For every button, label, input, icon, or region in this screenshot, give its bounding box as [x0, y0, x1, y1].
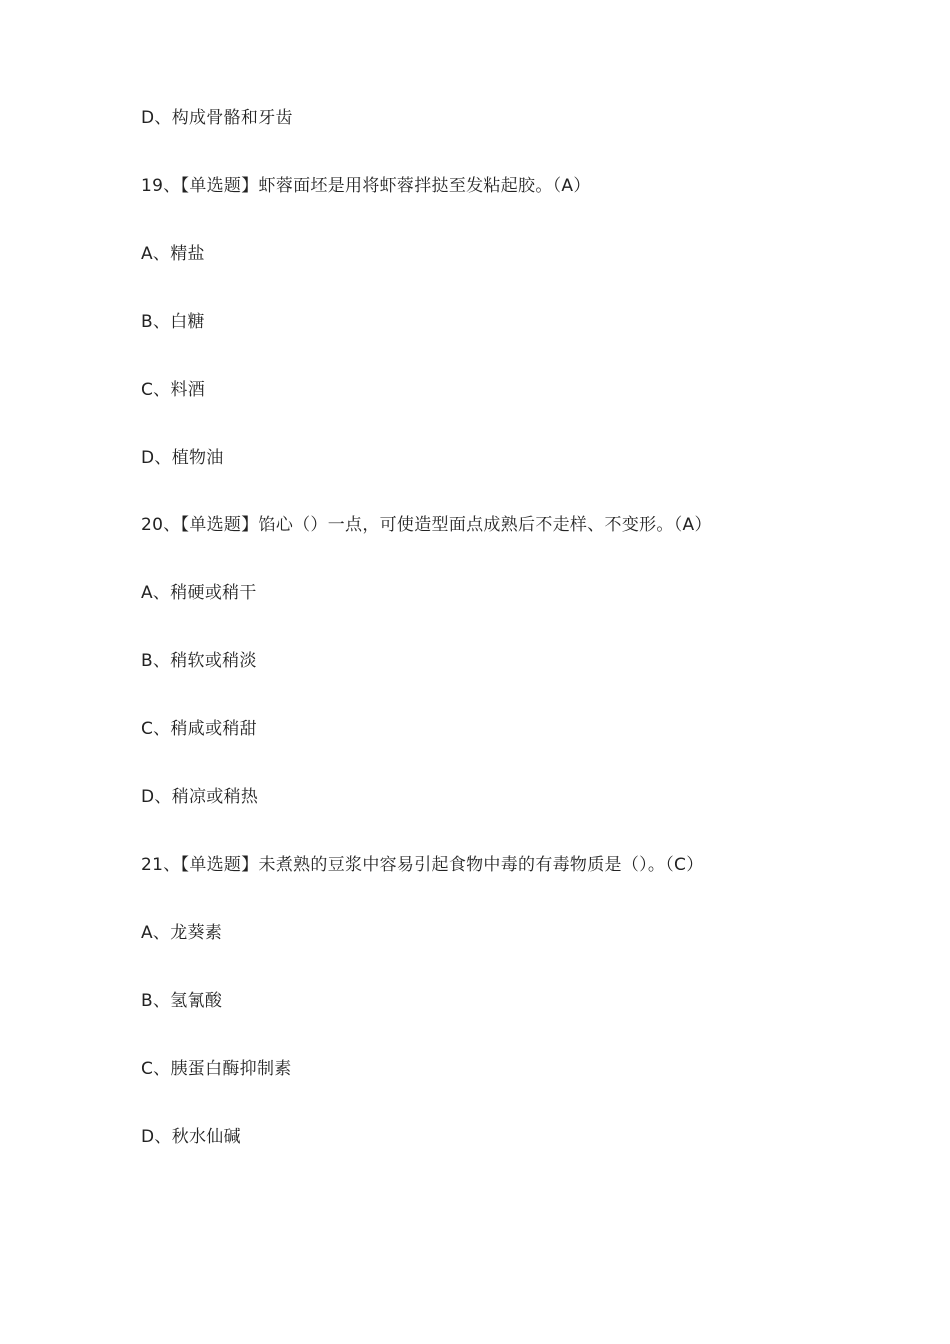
option-d-q21: D、秋水仙碱 — [141, 1127, 241, 1147]
option-d-q19: D、植物油 — [141, 448, 224, 468]
option-c-q19: C、料酒 — [141, 380, 206, 400]
option-d-q20: D、稍凉或稍热 — [141, 787, 259, 807]
option-b-q21: B、氢氰酸 — [141, 991, 223, 1011]
question-21: 21、【单选题】未煮熟的豆浆中容易引起食物中毒的有毒物质是（）。（C） — [141, 855, 704, 875]
option-d-q18: D、构成骨骼和牙齿 — [141, 108, 293, 128]
option-a-q20: A、稍硬或稍干 — [141, 583, 257, 603]
option-a-q21: A、龙葵素 — [141, 923, 223, 943]
option-b-q20: B、稍软或稍淡 — [141, 651, 257, 671]
option-c-q21: C、胰蛋白酶抑制素 — [141, 1059, 292, 1079]
option-c-q20: C、稍咸或稍甜 — [141, 719, 257, 739]
option-b-q19: B、白糖 — [141, 312, 205, 332]
question-19: 19、【单选题】虾蓉面坯是用将虾蓉拌挞至发粘起胶。（A） — [141, 176, 591, 196]
option-a-q19: A、精盐 — [141, 244, 205, 264]
question-20: 20、【单选题】馅心（）一点，可使造型面点成熟后不走样、不变形。（A） — [141, 515, 712, 535]
